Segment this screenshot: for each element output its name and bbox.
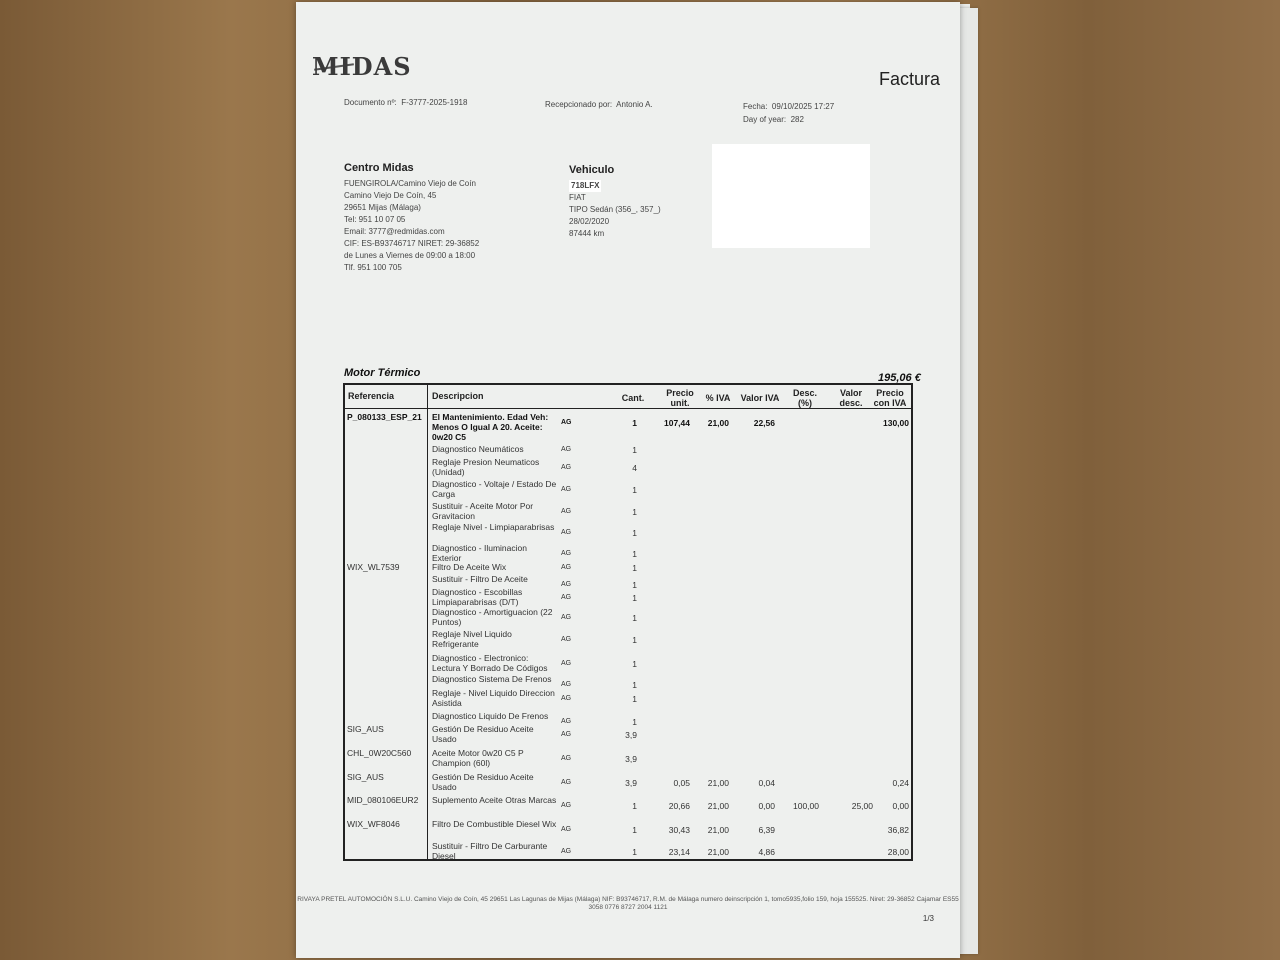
section-total: 195,06 €	[878, 372, 921, 384]
cell-ag: AG	[561, 564, 572, 571]
cell-desc: Reglaje Nivel Liquido Refrigerante	[432, 629, 512, 649]
day-of-year-field	[743, 115, 804, 124]
centro-line: Camino Viejo De Coín, 45	[344, 191, 437, 200]
cell-ag: AG	[561, 594, 572, 601]
vehiculo-title: Vehiculo	[569, 164, 615, 176]
cell-ag: AG	[561, 446, 572, 453]
cell-ag: AG	[561, 660, 572, 667]
cell-cant: 1	[632, 418, 637, 428]
cell-ag: AG	[561, 802, 572, 809]
day-value: 282	[790, 115, 804, 124]
fecha-value: 09/10/2025 17:27	[771, 102, 835, 111]
cell-desc2: 100,00	[793, 801, 819, 811]
cell-vdesc: 25,00	[851, 801, 873, 811]
cell-pu: 30,43	[668, 825, 690, 835]
cell-ag: AG	[561, 718, 572, 725]
vehicle-km: 87444 km	[569, 229, 605, 238]
cell-ag: AG	[561, 636, 572, 643]
centro-line: de Lunes a Viernes de 09:00 a 18:00	[344, 251, 476, 260]
cell-iva: 21,00	[707, 825, 729, 835]
centro-line: FUENGIROLA/Camino Viejo de Coín	[344, 179, 476, 188]
midas-logo: MIDAS	[312, 52, 412, 81]
cell-pu: 0,05	[673, 778, 690, 788]
cell-total: 36,82	[887, 825, 909, 835]
cell-cant: 3,9	[625, 754, 637, 764]
cell-viva: 22,56	[753, 418, 775, 428]
company-footer: RIVAYA PRETEL AUTOMOCIÓN S.L.U. Camino Viejo de Coín, 45 29651 Las Lagunas de Mijas (Málaga) NIF: B93746717, R.M. de Málaga numero deinscripción 1, tomo5935,folio 159, hoja 155525. Niret: 29-36852 Cajamar ES55 3058 0776 8727 2004 1121	[297, 896, 959, 911]
cell-cant: 3,9	[625, 730, 637, 740]
header-desc: Desc. (%)	[792, 388, 818, 408]
redacted-area	[712, 144, 870, 248]
cell-ag: AG	[561, 826, 572, 833]
header-descripcion: Descripcion	[432, 391, 484, 401]
cell-ag: AG	[561, 848, 572, 855]
cell-ag: AG	[561, 508, 572, 515]
section-title: Motor Térmico	[344, 367, 421, 379]
cell-ref: WIX_WF8046	[347, 819, 400, 829]
cell-desc: Filtro De Combustible Diesel Wix	[432, 819, 557, 829]
cell-total: 0,00	[892, 801, 909, 811]
cell-total: 0,24	[892, 778, 909, 788]
cell-iva: 21,00	[707, 801, 729, 811]
cell-ag: AG	[561, 695, 572, 702]
cell-viva: 0,04	[758, 778, 775, 788]
header-valor-desc: Valor desc.	[839, 388, 863, 408]
cell-pu: 107,44	[664, 418, 690, 428]
cell-ref: WIX_WL7539	[347, 562, 400, 572]
cell-pu: 20,66	[668, 801, 690, 811]
cell-cant: 1	[632, 593, 637, 603]
cell-viva: 4,86	[758, 847, 775, 857]
cell-ag: AG	[561, 755, 572, 762]
cell-desc: Reglaje Nivel - Limpiaparabrisas	[432, 522, 555, 532]
cell-desc: Diagnostico - Amortiguacion (22 Puntos)	[432, 607, 553, 627]
cell-ref: SIG_AUS	[347, 772, 384, 782]
cell-desc: Sustituir - Filtro De Aceite	[432, 574, 528, 584]
documento-label: Documento nº:	[344, 98, 397, 107]
cell-iva: 21,00	[707, 778, 729, 788]
cell-total: 130,00	[883, 418, 909, 428]
centro-title: Centro Midas	[344, 162, 414, 174]
cell-iva: 21,00	[707, 418, 729, 428]
centro-details	[344, 178, 479, 274]
cell-iva: 21,00	[707, 847, 729, 857]
document-type-title: Factura	[878, 69, 940, 89]
cell-desc: Diagnostico Neumáticos	[432, 444, 524, 454]
cell-cant: 1	[632, 717, 637, 727]
cell-ag: AG	[561, 681, 572, 688]
cell-cant: 1	[632, 485, 637, 495]
cell-cant: 1	[632, 528, 637, 538]
cell-desc: Reglaje - Nivel Liquido Direccion Asistida	[432, 688, 555, 708]
cell-desc: Diagnostico - Voltaje / Estado De Carga	[432, 479, 557, 499]
vehicle-date: 28/02/2020	[569, 217, 610, 226]
table-column-divider	[427, 383, 428, 861]
cell-cant: 1	[632, 801, 637, 811]
cell-cant: 1	[632, 680, 637, 690]
cell-ref: CHL_0W20C560	[347, 748, 412, 758]
cell-desc: Diagnostico - Escobillas Limpiaparabrisas (D/T)	[432, 587, 523, 607]
cell-desc: Sustituir - Aceite Motor Por Gravitacion	[432, 501, 534, 521]
cell-ag: AG	[561, 731, 572, 738]
cell-desc: Diagnostico Sistema De Frenos	[432, 674, 552, 684]
cell-ag: AG	[561, 464, 572, 471]
centro-line: CIF: ES-B93746717 NIRET: 29-36852	[344, 239, 480, 248]
cell-ag: AG	[561, 614, 572, 621]
cell-desc: Diagnostico - Iluminacion Exterior	[432, 543, 527, 563]
cell-ag: AG	[561, 550, 572, 557]
header-precio-con-iva: Precio con IVA	[873, 388, 907, 408]
cell-desc: Reglaje Presion Neumaticos (Unidad)	[432, 457, 540, 477]
cell-cant: 1	[632, 507, 637, 517]
invoice-page	[296, 2, 960, 958]
header-valor-iva: Valor IVA	[740, 393, 780, 403]
cell-desc: Gestión De Residuo Aceite Usado	[432, 724, 534, 744]
cell-ag: AG	[561, 779, 572, 786]
header-cant: Cant.	[621, 393, 645, 403]
cell-pu: 23,14	[668, 847, 690, 857]
cell-ag: AG	[561, 486, 572, 493]
cell-cant: 1	[632, 847, 637, 857]
vehicle-model: TIPO Sedán (356_, 357_)	[569, 205, 661, 214]
fecha-label: Fecha:	[743, 102, 768, 111]
cell-ag: AG	[561, 581, 572, 588]
cell-ag: AG	[561, 419, 572, 426]
cell-ref: MID_080106EUR2	[347, 795, 419, 805]
cell-viva: 6,39	[758, 825, 775, 835]
cell-cant: 3,9	[625, 778, 637, 788]
recepcionado-label: Recepcionado por:	[545, 100, 613, 109]
centro-line: Tlf. 951 100 705	[344, 263, 402, 272]
centro-line: Tel: 951 10 07 05	[344, 215, 406, 224]
cell-ag: AG	[561, 529, 572, 536]
centro-line: 29651 Mijas (Málaga)	[344, 203, 421, 212]
recepcionado-field	[545, 100, 653, 109]
page-number: 1/3	[922, 914, 934, 923]
recepcionado-value: Antonio A.	[616, 100, 653, 109]
header-referencia: Referencia	[348, 391, 395, 401]
cell-total: 28,00	[887, 847, 909, 857]
cell-desc: El Mantenimiento. Edad Veh: Menos O Igual A 20. Aceite: 0w20 C5	[432, 412, 549, 442]
cell-ref: SIG_AUS	[347, 724, 384, 734]
cell-desc: Diagnostico - Electronico: Lectura Y Borrado De Códigos	[432, 653, 548, 673]
cell-desc: Sustituir - Filtro De Carburante Diesel	[432, 841, 548, 861]
cell-cant: 1	[632, 659, 637, 669]
cell-viva: 0,00	[758, 801, 775, 811]
cell-cant: 1	[632, 694, 637, 704]
table-header-divider	[343, 408, 913, 409]
header-precio-unit: Precio unit.	[666, 388, 694, 408]
day-label: Day of year:	[743, 115, 787, 124]
cell-desc: Filtro De Aceite Wix	[432, 562, 507, 572]
cell-cant: 1	[632, 549, 637, 559]
cell-desc: Diagnostico Liquido De Frenos	[432, 711, 549, 721]
cell-ref: P_080133_ESP_21	[347, 412, 422, 422]
cell-cant: 1	[632, 580, 637, 590]
header-iva: % IVA	[705, 393, 731, 403]
centro-line: Email: 3777@redmidas.com	[344, 227, 445, 236]
cell-desc: Aceite Motor 0w20 C5 P Champion (60l)	[432, 748, 524, 768]
cell-cant: 1	[632, 445, 637, 455]
cell-desc: Gestión De Residuo Aceite Usado	[432, 772, 534, 792]
cell-cant: 1	[632, 613, 637, 623]
vehiculo-details	[569, 180, 661, 240]
documento-value: F-3777-2025-1918	[401, 98, 468, 107]
documento-field	[344, 98, 467, 107]
fecha-field	[743, 102, 834, 111]
cell-desc: Suplemento Aceite Otras Marcas	[432, 795, 557, 805]
cell-cant: 4	[632, 463, 637, 473]
vehicle-make: FIAT	[569, 193, 586, 202]
cell-cant: 1	[632, 563, 637, 573]
cell-cant: 1	[632, 825, 637, 835]
cell-cant: 1	[632, 635, 637, 645]
vehicle-plate: 718LFX	[571, 181, 600, 190]
